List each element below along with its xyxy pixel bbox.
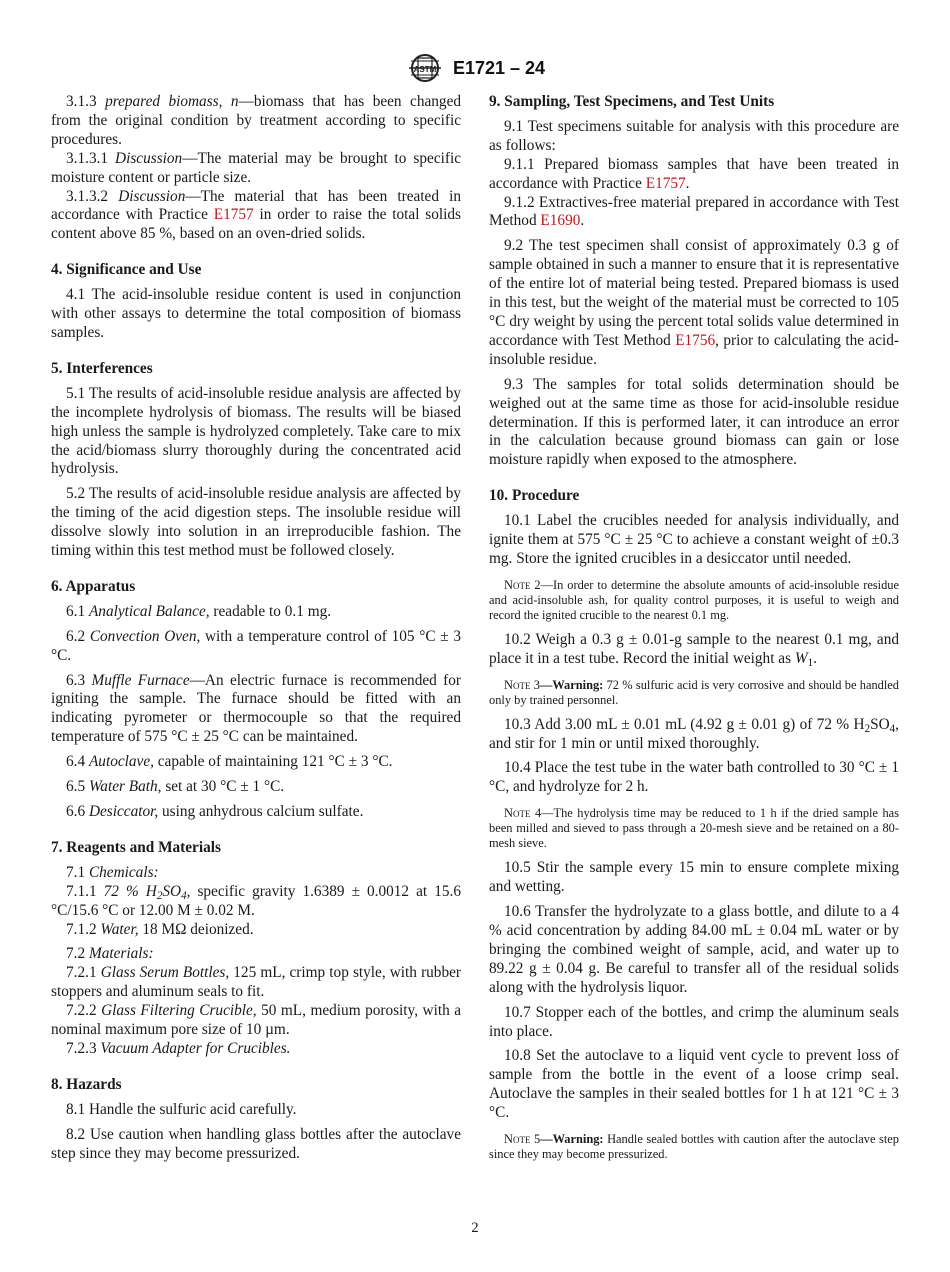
para-7-2-2: 7.2.2 Glass Filtering Crucible, 50 mL, medium porosity, with a nominal maximum pore size of 10 µm.	[51, 1002, 461, 1039]
heading-4: 4. Significance and Use	[51, 261, 202, 279]
para-9-2: 9.2 The test specimen shall consist of approximately 0.3 g of sample obtained in such a manner to ensure that it is representative of the entire lot of material being tested. Prepared biomass is used in this test, but the weight of the material must be corrected to 105 °C dry weight by using the percent total solids value determined in accordance with Test Method E1756, prior to calculating the acid-insoluble residue.	[489, 237, 899, 368]
para-7-2: 7.2 Materials:	[66, 945, 154, 963]
heading-9: 9. Sampling, Test Specimens, and Test Units	[489, 93, 775, 110]
para-9-1: 9.1 Test specimens suitable for analysis with this procedure are as follows:	[489, 117, 899, 154]
para-10-3: 10.3 Add 3.00 mL ± 0.01 mL (4.92 g ± 0.01 g) of 72 % $H_2SO_4$, and stir for 1 min or until mixed thoroughly.	[489, 715, 899, 752]
para-3-1-3-2: 3.1.3.2 Discussion—The material that has been treated in accordance with Practice E1757 in order to raise the total solids content above 85 %, based on an oven-dried solids.	[51, 187, 461, 243]
para-10-5: 10.5 Stir the sample every 15 min to ensure complete mixing and wetting.	[489, 859, 899, 896]
para-9-1-2: 9.1.2 Extractives-free material prepared in accordance with Test Method E1690.	[489, 193, 899, 230]
para-10-8: 10.8 Set the autoclave to a liquid vent cycle to prevent loss of sample from the bottle in the event of a loose crimp seal. Autoclave the samples in their sealed bottles for 1 h at 121 °C ± 3 °C.	[489, 1047, 899, 1122]
para-6-5: 6.5 Water Bath, set at 30 °C ± 1 °C.	[66, 778, 285, 796]
para-7-1-2: 7.1.2 Water, 18 MΩ deionized.	[66, 920, 254, 938]
ref-link-e1757[interactable]: E1757	[645, 174, 686, 192]
heading-8: 8. Hazards	[51, 1075, 122, 1093]
para-8-2: 8.2 Use caution when handling glass bottles after the autoclave step since they may become pressurized.	[51, 1125, 461, 1162]
para-6-1: 6.1 Analytical Balance, readable to 0.1 mg.	[66, 602, 332, 620]
note-4: Note 4—The hydrolysis time may be reduced to 1 h if the dried sample has been milled and sieved to pass through a 20-mesh sieve and be retained on a 80-mesh sieve.	[489, 806, 899, 851]
right-column	[489, 93, 899, 1170]
para-10-6: 10.6 Transfer the hydrolyzate to a glass bottle, and dilute to a 4 % acid concentration by adding 84.00 mL ± 0.04 mL water or by bringing the combined weight of sample, acid, and water up to 89.22 g ± 0.04 g. Be careful to transfer all of the residual solids along with the hydrolysis liquor.	[489, 903, 899, 996]
note-2: Note 2—In order to determine the absolute amounts of acid-insoluble residue and acid-insoluble ash, for quality control purposes, it is useful to weigh and record the ignited crucible to the nearest 0.1 mg.	[489, 577, 899, 622]
para-6-3: 6.3 Muffle Furnace—An electric furnace is recommended for igniting the sample. The furnace should be fitted with an indicating pyrometer or thermocouple so that the required temperature of 575 °C ± 25 °C can be maintained.	[51, 671, 461, 746]
para-4-1: 4.1 The acid-insoluble residue content is used in conjunction with other assays to determine the total composition of biomass samples.	[51, 286, 461, 341]
para-7-2-3: 7.2.3 Vacuum Adapter for Crucibles.	[66, 1039, 291, 1057]
para-5-1: 5.1 The results of acid-insoluble residue analysis are affected by the incomplete hydrolysis of biomass. The results will be biased high unless the sample is hydrolyzed completely. Take care to mix the acid/biomass slurry thoroughly during the concentrated acid hydrolysis.	[51, 384, 461, 478]
para-9-1-1: 9.1.1 Prepared biomass samples that have been treated in accordance with Practice E1757.	[489, 155, 899, 192]
page-header	[0, 52, 950, 88]
heading-6: 6. Apparatus	[51, 577, 136, 595]
para-7-1: 7.1 Chemicals:	[66, 863, 159, 881]
para-6-4: 6.4 Autoclave, capable of maintaining 121 °C ± 3 °C.	[66, 753, 393, 771]
page-number: 2	[471, 1220, 479, 1236]
ref-link-e1757[interactable]: E1757	[213, 206, 254, 224]
heading-10: 10. Procedure	[489, 487, 580, 505]
ref-link-e1690[interactable]: E1690	[540, 212, 581, 230]
para-6-2: 6.2 Convection Oven, with a temperature control of 105 °C ± 3 °C.	[51, 627, 461, 664]
left-column	[51, 93, 461, 1164]
para-10-7: 10.7 Stopper each of the bottles, and crimp the aluminum seals into place.	[489, 1003, 899, 1040]
ref-link-e1756[interactable]: E1756	[675, 331, 716, 349]
note-3: Note 3—Warning: 72 % sulfuric acid is very corrosive and should be handled only by trained personnel.	[489, 677, 899, 707]
para-7-2-1: 7.2.1 Glass Serum Bottles, 125 mL, crimp top style, with rubber stoppers and aluminum seals to fit.	[51, 964, 461, 1001]
para-10-4: 10.4 Place the test tube in the water bath controlled to 30 °C ± 1 °C, and hydrolyze for 2 h.	[489, 759, 899, 796]
para-6-6: 6.6 Desiccator, using anhydrous calcium sulfate.	[66, 803, 364, 820]
para-3-1-3-1: 3.1.3.1 Discussion—The material may be brought to specific moisture content or particle size.	[51, 149, 461, 186]
note-5: Note 5—Warning: Handle sealed bottles with caution after the autoclave step since they may become pressurized.	[489, 1132, 899, 1162]
heading-7: 7. Reagents and Materials	[51, 838, 221, 856]
svg-text:ASTM: ASTM	[413, 65, 437, 74]
para-10-1: 10.1 Label the crucibles needed for analysis individually, and ignite them at 575 °C ± 25 °C to achieve a constant weight of ±0.3 mg. Store the ignited crucibles in a desiccator until needed.	[489, 512, 899, 567]
para-7-1-1: 7.1.1 72 % $H_2SO_4$, specific gravity 1.6389 ± 0.0012 at 15.6 °C/15.6 °C or 12.00 M ± 0.02 M.	[51, 882, 461, 919]
para-9-3: 9.3 The samples for total solids determination should be weighed out at the same time as those for acid-insoluble residue determination. If this is performed later, it can introduce an error in the calculation because ground biomass can gain or lose moisture rapidly when exposed to the atmosphere.	[489, 375, 899, 469]
heading-5: 5. Interferences	[51, 359, 153, 377]
astm-logo	[405, 52, 445, 84]
para-10-2: 10.2 Weigh a 0.3 g ± 0.01-g sample to the nearest 0.1 mg, and place it in a test tube. Record the initial weight as $W_1$.	[489, 630, 899, 669]
document-designation: E1721 – 24	[452, 57, 546, 78]
para-3-1-3: 3.1.3 prepared biomass, n—biomass that has been changed from the original condition by treatment according to specific procedures.	[51, 93, 462, 148]
para-5-2: 5.2 The results of acid-insoluble residue analysis are affected by the timing of the acid digestion steps. The insoluble residue will dissolve slowly into solution in an irreproducible fashion. The timing within this test method must be followed closely.	[51, 485, 461, 560]
para-8-1: 8.1 Handle the sulfuric acid carefully.	[66, 1100, 297, 1118]
